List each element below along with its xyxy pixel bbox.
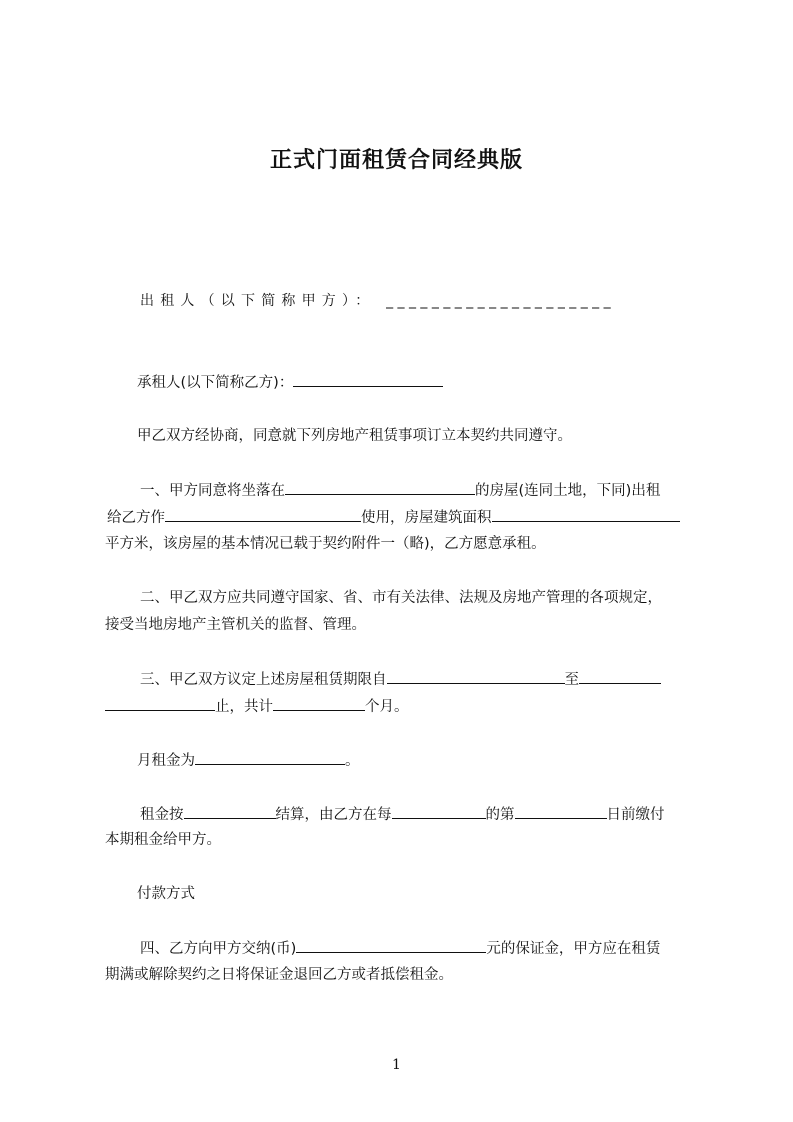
payment-line1	[140, 804, 740, 825]
period-blank	[392, 804, 486, 819]
clause3-text-d: 个月。	[365, 699, 409, 715]
clause1-line2	[107, 507, 707, 528]
page-number: 1	[392, 1057, 401, 1073]
day-blank	[515, 804, 607, 819]
lessor-blank: _ _ _ _ _ _ _ _ _ _ _ _ _ _ _ _ _ _ _ _	[386, 293, 611, 309]
location-blank	[285, 480, 475, 495]
settlement-blank	[184, 804, 276, 819]
rent-line	[137, 750, 737, 771]
clause3-text-b: 至	[564, 672, 579, 688]
lessee-blank	[293, 372, 443, 387]
clause1-text-c: 给乙方作	[107, 510, 165, 526]
months-blank	[273, 696, 365, 711]
area-blank	[492, 507, 680, 522]
clause3-text-c: 止，共计	[215, 699, 273, 715]
clause3-line1	[140, 669, 740, 690]
clause3-line2	[105, 696, 705, 717]
usage-blank	[165, 507, 361, 522]
term-end-blank-a	[579, 669, 661, 684]
clause1-line3: 平方米，该房屋的基本情况已载于契约附件一（略)，乙方愿意承租。	[105, 536, 546, 552]
intro-paragraph: 甲乙双方经协商，同意就下列房地产租赁事项订立本契约共同遵守。	[137, 428, 572, 444]
clause1-text-d: 使用，房屋建筑面积	[361, 510, 492, 526]
clause1-line1	[140, 480, 740, 501]
clause4-line2: 期满或解除契约之日将保证金退回乙方或者抵偿租金。	[105, 967, 453, 983]
document-title: 正式门面租赁合同经典版	[269, 148, 523, 173]
payment-line2: 本期租金给甲方。	[105, 832, 221, 848]
payment-text-c: 的第	[485, 807, 515, 823]
clause4-line1	[140, 938, 740, 959]
clause1-text-b: 的房屋(连同土地，下同)出租	[475, 483, 661, 499]
rent-text-b: 。	[345, 753, 360, 769]
lessee-line	[137, 372, 737, 393]
clause3-text-a: 三、甲乙双方议定上述房屋租赁期限自	[140, 672, 387, 688]
clause4-text-a: 四、乙方向甲方交纳(币)	[140, 941, 297, 957]
deposit-blank	[296, 938, 486, 953]
clause2-line2: 接受当地房地产主管机关的监督、管理。	[105, 617, 366, 633]
clause2-line1: 二、甲乙双方应共同遵守国家、省、市有关法律、法规及房地产管理的各项规定，	[140, 590, 662, 606]
lessor-label: 出租人（以下简称甲方）：	[140, 293, 376, 309]
term-end-blank-b	[105, 696, 215, 711]
rent-text-a: 月租金为	[137, 753, 195, 769]
clause4-text-b: 元的保证金，甲方应在租赁	[486, 941, 661, 957]
payment-text-d: 日前缴付	[606, 807, 665, 823]
payment-text-a: 租金按	[140, 807, 184, 823]
payment-text-b: 结算，由乙方在每	[275, 807, 392, 823]
clause1-text-a: 一、甲方同意将坐落在	[140, 483, 285, 499]
term-start-blank	[387, 669, 565, 684]
lessor-line	[140, 291, 710, 311]
rent-blank	[195, 750, 345, 765]
payment-method-heading: 付款方式	[137, 886, 195, 902]
lessee-label: 承租人(以下简称乙方)：	[137, 375, 294, 391]
